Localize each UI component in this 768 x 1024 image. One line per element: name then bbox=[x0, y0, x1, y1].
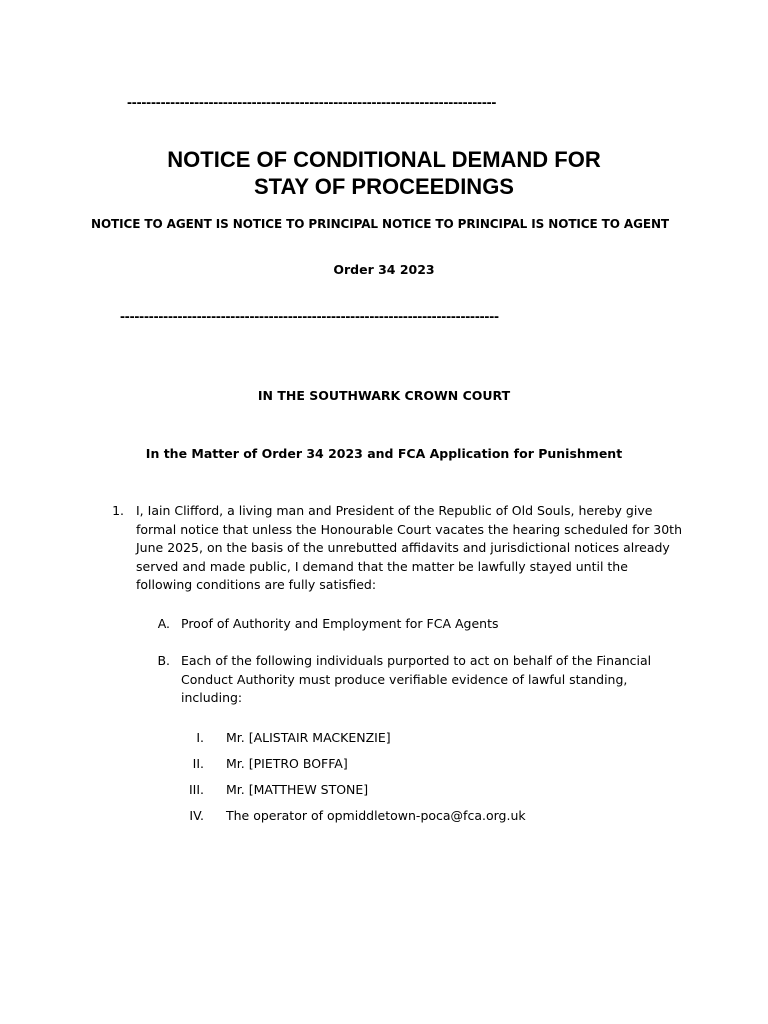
top-divider: ----------------------------------------------------------------------------- bbox=[127, 94, 497, 111]
title-line-1: NOTICE OF CONDITIONAL DEMAND FOR bbox=[167, 147, 601, 172]
individual-marker: III. bbox=[188, 782, 204, 797]
individual-email: The operator of opmiddletown-poca@fca.org.uk bbox=[226, 808, 526, 823]
notice-line: NOTICE TO AGENT IS NOTICE TO PRINCIPAL NOTICE TO PRINCIPAL IS NOTICE TO AGENT bbox=[91, 217, 669, 231]
title-line-2: STAY OF PROCEEDINGS bbox=[254, 174, 514, 199]
individual-marker: IV. bbox=[189, 808, 204, 823]
condition-text: Proof of Authority and Employment for FCA Agents bbox=[181, 616, 499, 631]
court-heading: IN THE SOUTHWARK CROWN COURT bbox=[257, 388, 511, 403]
condition-marker: B. bbox=[157, 653, 170, 668]
bottom-divider: ------------------------------------------------------------------------------- bbox=[120, 308, 499, 325]
paragraph-text: I, Iain Clifford, a living man and President of the Republic of Old Souls, hereby give formal notice that unless the Honourable Court vacates the hearing scheduled for 30th June 2025, on the basis of the unrebutted affidavits and jurisdictional notices already served and made public, I demand that the matter be lawfully stayed until the following conditions are fully satisfied: bbox=[136, 503, 682, 593]
individual-marker: II. bbox=[192, 756, 204, 771]
document-title bbox=[0, 146, 768, 200]
individual-name: Mr. [ALISTAIR MACKENZIE] bbox=[226, 730, 391, 745]
paragraph-number: 1. bbox=[112, 503, 124, 518]
individual-name: Mr. [MATTHEW STONE] bbox=[226, 782, 369, 797]
individual-marker: I. bbox=[196, 730, 204, 745]
matter-heading: In the Matter of Order 34 2023 and FCA Application for Punishment bbox=[145, 446, 623, 461]
condition-text: Each of the following individuals purported to act on behalf of the Financial Conduct Authority must produce verifiable evidence of lawful standing, including: bbox=[181, 653, 652, 706]
order-reference: Order 34 2023 bbox=[333, 262, 435, 277]
individual-name: Mr. [PIETRO BOFFA] bbox=[226, 756, 348, 771]
condition-marker: A. bbox=[157, 616, 170, 631]
